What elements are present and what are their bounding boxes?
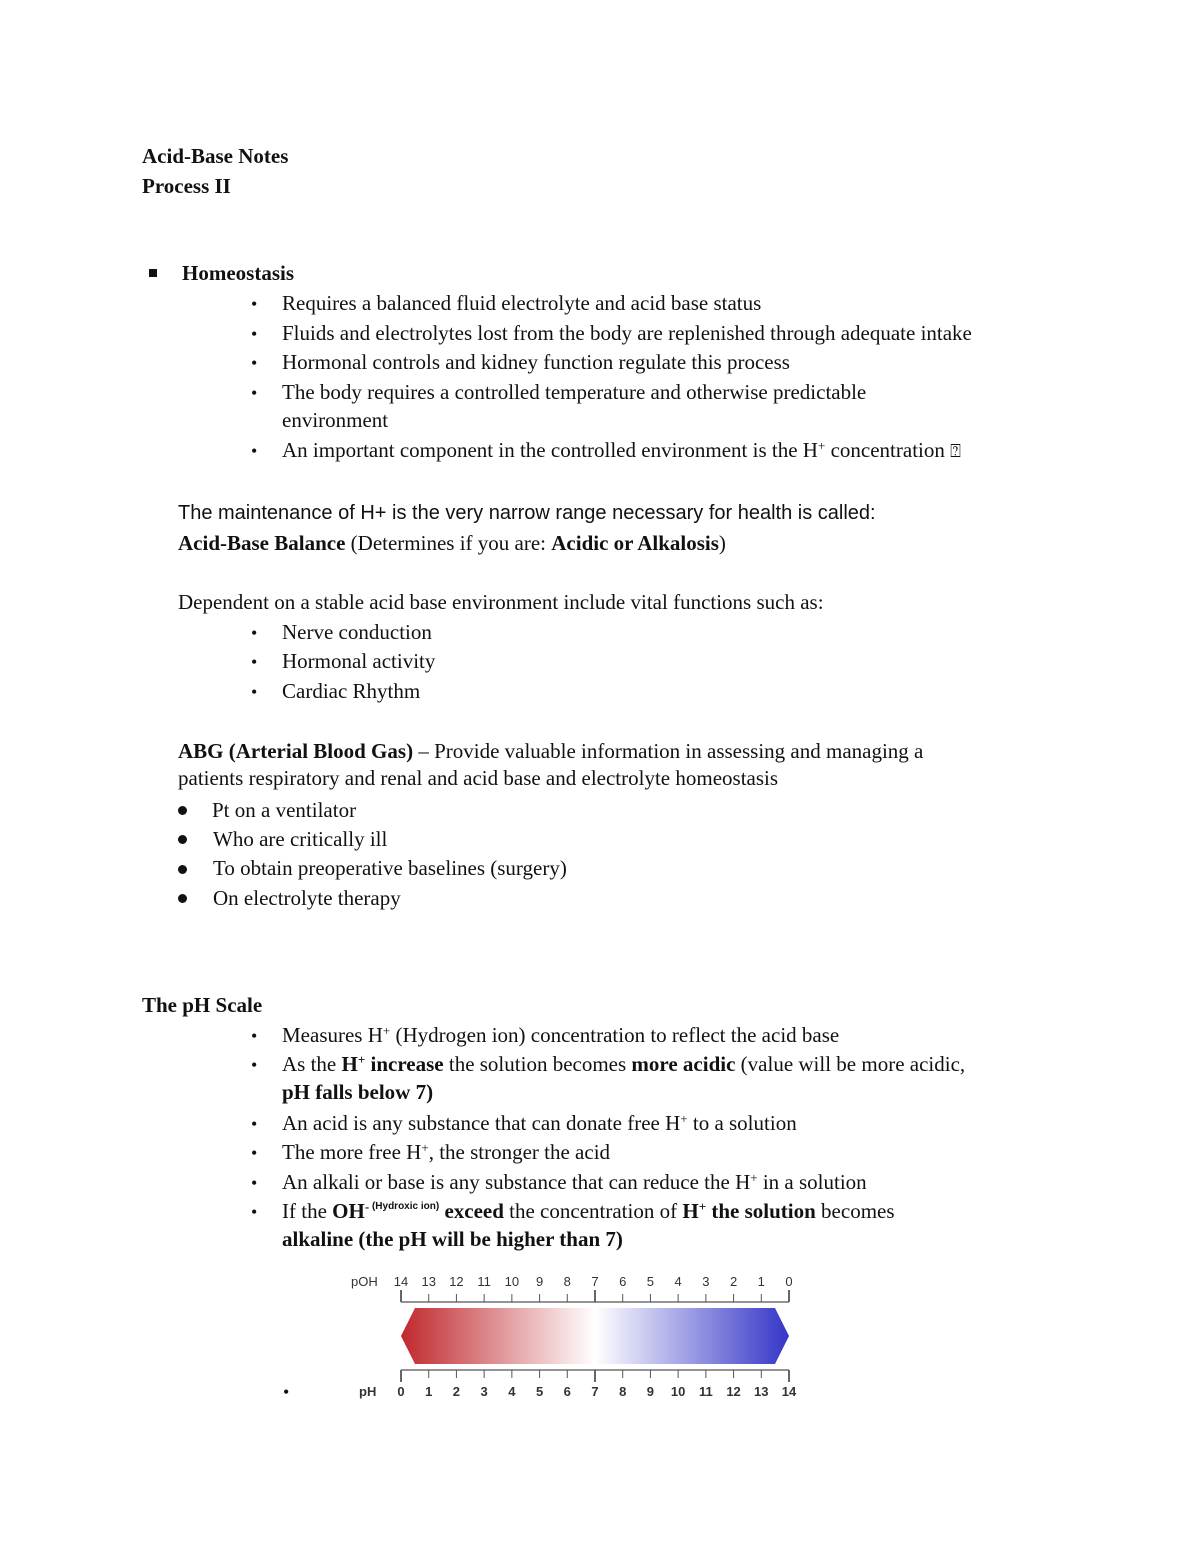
poh-tick-label: 6 <box>619 1274 627 1289</box>
ph-tick-label: 1 <box>425 1384 433 1399</box>
poh-tick-label: 8 <box>563 1274 571 1289</box>
bullet-icon: • <box>251 441 258 461</box>
list-item: As the H+ increase the solution becomes more acidic (value will be more acidic, <box>282 1052 966 1076</box>
ph-tick-label: 0 <box>397 1384 405 1399</box>
ph-tick-label: 9 <box>646 1384 655 1399</box>
list-item: Hormonal activity <box>282 649 436 673</box>
bullet-icon: • <box>251 1173 258 1193</box>
list-item: To obtain preoperative baselines (surgery) <box>213 856 567 880</box>
ph-scale-heading: The pH Scale <box>142 993 263 1017</box>
list-item: Pt on a ventilator <box>212 798 357 822</box>
abg-line: ABG (Arterial Blood Gas) – Provide valuable information in assessing and managing a <box>178 739 924 763</box>
ph-tick-label: 5 <box>535 1384 544 1399</box>
bullet-icon: • <box>251 1202 258 1222</box>
list-item: An alkali or base is any substance that can reduce the H+ in a solution <box>282 1170 867 1194</box>
list-item: An acid is any substance that can donate free H+ to a solution <box>282 1111 797 1135</box>
acid-base-balance-line: Acid-Base Balance (Determines if you are: Acidic or Alkalosis) <box>178 531 726 555</box>
homeostasis-heading: Homeostasis <box>182 261 294 285</box>
poh-tick-label: 0 <box>785 1274 793 1289</box>
ph-scale-graphic <box>345 1268 805 1408</box>
list-item: Who are critically ill <box>213 827 388 851</box>
poh-tick-label: 13 <box>421 1274 436 1289</box>
poh-tick-label: 4 <box>674 1274 682 1289</box>
ph-axis-label: pH <box>359 1384 377 1399</box>
list-item: Fluids and electrolytes lost from the body are replenished through adequate intake <box>282 321 972 345</box>
bullet-icon: • <box>251 1114 258 1134</box>
list-item: The more free H+, the stronger the acid <box>282 1140 611 1164</box>
dependent-intro: Dependent on a stable acid base environment include vital functions such as: <box>178 590 824 614</box>
poh-tick-label: 12 <box>449 1274 464 1289</box>
list-item: On electrolyte therapy <box>213 886 401 910</box>
ph-tick-label: 13 <box>754 1384 769 1399</box>
bullet-icon: • <box>283 1382 290 1402</box>
bullet-icon <box>178 894 187 903</box>
list-item: An important component in the controlled environment is the H+ concentration ⍰ <box>282 438 961 462</box>
list-item: Nerve conduction <box>282 620 432 644</box>
ph-tick-label: 8 <box>619 1384 627 1399</box>
poh-tick-label: 5 <box>646 1274 655 1289</box>
poh-tick-label: 3 <box>702 1274 710 1289</box>
bullet-icon: • <box>251 682 258 702</box>
missing-glyph-icon: ⍰ <box>950 441 961 461</box>
poh-tick-label: 10 <box>504 1274 520 1289</box>
list-item-continuation: alkaline (the pH will be higher than 7) <box>282 1227 623 1251</box>
list-item: If the OH- $^{(Hydroxic ion)}$ exceed the concentration of H+ the solution becomes <box>282 1199 895 1223</box>
bullet-icon: • <box>251 1143 258 1163</box>
ph-tick-label: 10 <box>670 1384 686 1399</box>
bullet-icon <box>178 865 187 874</box>
doc-title: Acid-Base Notes <box>142 144 289 168</box>
list-item-continuation: environment <box>282 408 389 432</box>
list-item: Requires a balanced fluid electrolyte and acid base status <box>282 291 762 315</box>
poh-tick-label: 14 <box>393 1274 409 1289</box>
square-bullet-icon <box>149 269 157 277</box>
poh-tick-label: 9 <box>535 1274 544 1289</box>
ph-tick-label: 7 <box>591 1384 599 1399</box>
bullet-icon <box>178 806 187 815</box>
list-item: Measures H+ (Hydrogen ion) concentration to reflect the acid base <box>282 1023 840 1047</box>
list-item: Cardiac Rhythm <box>282 679 421 703</box>
bullet-icon: • <box>251 1055 258 1075</box>
list-item-continuation: pH falls below 7) <box>282 1080 434 1104</box>
bullet-icon <box>178 835 187 844</box>
poh-tick-label: 7 <box>591 1274 599 1289</box>
ph-tick-label: 11 <box>698 1384 713 1399</box>
abg-line-2: patients respiratory and renal and acid base and electrolyte homeostasis <box>178 766 779 790</box>
ph-tick-label: 3 <box>480 1384 488 1399</box>
ph-tick-label: 4 <box>508 1384 516 1399</box>
bullet-icon: • <box>251 353 258 373</box>
bullet-icon: • <box>251 652 258 672</box>
ph-gradient-bar <box>401 1308 789 1364</box>
poh-tick-label: 11 <box>477 1274 491 1289</box>
ph-tick-label: 14 <box>781 1384 797 1399</box>
bullet-icon: • <box>251 294 258 314</box>
list-item: The body requires a controlled temperature and otherwise predictable <box>282 380 867 404</box>
maintenance-line: The maintenance of H+ is the very narrow range necessary for health is called: <box>178 502 876 524</box>
ph-tick-label: 12 <box>726 1384 741 1399</box>
list-item: Hormonal controls and kidney function regulate this process <box>282 350 790 374</box>
poh-tick-label: 2 <box>729 1274 738 1289</box>
bullet-icon: • <box>251 324 258 344</box>
ph-tick-label: 2 <box>452 1384 461 1399</box>
ph-tick-label: 6 <box>563 1384 571 1399</box>
bullet-icon: • <box>251 1026 258 1046</box>
poh-axis-label: pOH <box>351 1274 378 1289</box>
bullet-icon: • <box>251 623 258 643</box>
poh-tick-label: 1 <box>757 1274 765 1289</box>
doc-subtitle: Process II <box>142 174 231 198</box>
bullet-icon: • <box>251 383 258 403</box>
